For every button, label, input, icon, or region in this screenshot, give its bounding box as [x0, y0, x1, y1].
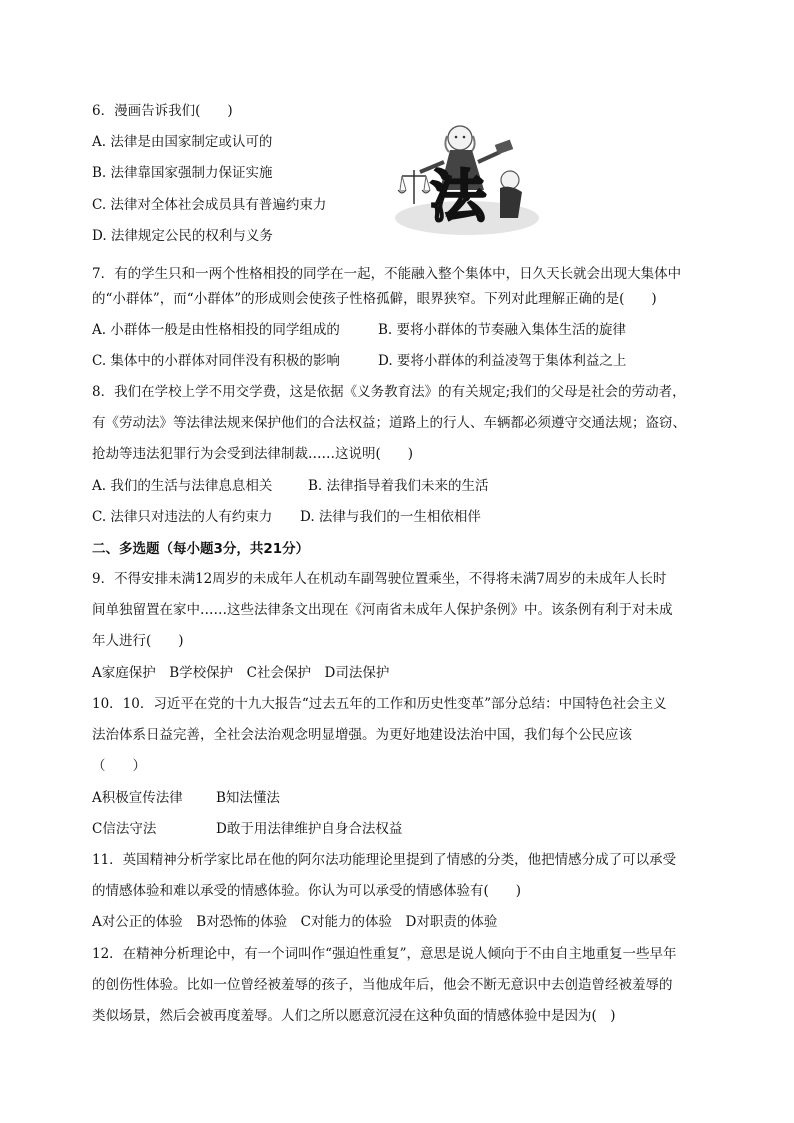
q8-option-b: B. 法律指导着我们未来的生活: [308, 478, 489, 494]
q7-line-2: 的“小群体”，而“小群体”的形成则会使孩子性格孤僻，眼界狭窄。下列对此理解正确的是( ): [92, 291, 657, 307]
q6-stem: 6．漫画告诉我们( ): [92, 103, 233, 119]
q11-line-2: 的情感体验和难以承受的情感体验。你认为可以承受的情感体验有( ): [92, 883, 522, 899]
section-heading-multiple-choice: 二、多选题（每小题3分，共21分）: [92, 541, 310, 557]
q10-line-1: 10．10．习近平在党的十九大报告“过去五年的工作和历史性变革”部分总结：中国特色社会主义: [92, 696, 667, 712]
q12-line-2: 的创伤性体验。比如一位曾经被羞辱的孩子，当他成年后，他会不断无意识中去创造曾经被羞辱的: [92, 977, 673, 993]
q10-line-2: 法治体系日益完善，全社会法治观念明显增强。为更好地建设法治中国，我们每个公民应该: [92, 727, 632, 743]
q9-line-2: 间单独留置在家中……这些法律条文出现在《河南省未成年人保护条例》中。该条例有利于对未成: [92, 602, 673, 618]
q11-line-1: 11．英国精神分析学家比昂在他的阿尔法功能理论里提到了情感的分类，他把情感分成了可以承受: [92, 852, 677, 868]
q10-option-a: A积极宣传法律: [92, 790, 183, 806]
q6-option-b: B. 法律靠国家强制力保证实施: [92, 165, 273, 181]
q7-option-b: B. 要将小群体的节奏融入集体生活的旋律: [378, 322, 627, 338]
q12-line-3: 类似场景，然后会被再度羞辱。人们之所以愿意沉浸在这种负面的情感体验中是因为( ): [92, 1008, 616, 1024]
q10-option-c: C信法守法: [92, 821, 157, 837]
q8-option-a: A. 我们的生活与法律息息相关: [92, 478, 273, 494]
q8-line-1: 8．我们在学校上学不用交学费，这是依据《义务教育法》的有关规定;我们的父母是社会的劳动者，: [92, 384, 686, 400]
q9-options: A家庭保护 B学校保护 C社会保护 D司法保护: [92, 665, 390, 681]
cartoon-fa-character: 法: [430, 165, 486, 230]
q12-line-1: 12．在精神分析理论中，有一个词叫作“强迫性重复”，意思是说人倾向于不由自主地重复一些早年: [92, 946, 677, 962]
q8-option-d: D. 法律与我们的一生相依相伴: [300, 509, 481, 525]
q9-line-3: 年人进行( ): [92, 633, 184, 649]
q6-option-c: C. 法律对全体社会成员具有普遍约束力: [92, 197, 327, 213]
q7-option-a: A. 小群体一般是由性格相投的同学组成的: [92, 322, 340, 338]
q8-line-2: 有《劳动法》等法律法规来保护他们的合法权益；道路上的行人、车辆都必须遵守交通法规；盗窃、: [92, 415, 686, 431]
q6-option-a: A. 法律是由国家制定或认可的: [92, 134, 273, 150]
q10-option-d: D敢于用法律维护自身合法权益: [216, 821, 403, 837]
q7-line-1: 7．有的学生只和一两个性格相投的同学在一起，不能融入整个集体中，日久天长就会出现大集体中: [92, 266, 682, 282]
q9-line-1: 9．不得安排未满12周岁的未成年人在机动车副驾驶位置乘坐，不得将未满7周岁的未成年人长时: [92, 571, 667, 587]
q7-option-d: D. 要将小群体的利益凌驾于集体利益之上: [378, 353, 627, 369]
law-cartoon-illustration-icon: [392, 118, 542, 238]
q11-options: A对公正的体验 B对恐怖的体验 C对能力的体验 D对职责的体验: [92, 914, 498, 930]
q8-option-c: C. 法律只对违法的人有约束力: [92, 509, 273, 525]
q6-option-d: D. 法律规定公民的权利与义务: [92, 228, 273, 244]
law-cartoon-image: [392, 118, 542, 238]
q7-option-c: C. 集体中的小群体对同伴没有积极的影响: [92, 353, 340, 369]
q10-option-b: B知法懂法: [216, 790, 280, 806]
q8-line-3: 抢劫等违法犯罪行为会受到法律制裁……这说明( ): [92, 446, 414, 462]
q10-line-3: （ ）: [92, 758, 146, 774]
